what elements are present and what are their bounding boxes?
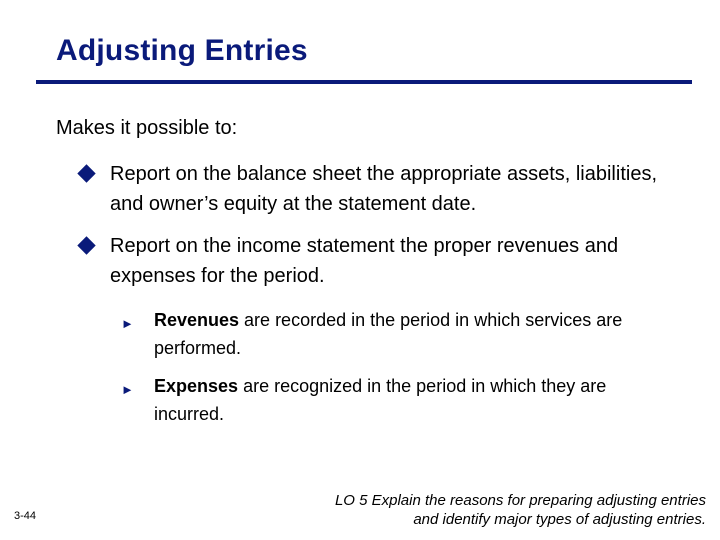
sub-bullet-text (154, 306, 681, 362)
sub-bullet-rest: are recognized in the period in which they are incurred. (154, 376, 607, 424)
bullet-income-statement (80, 231, 690, 291)
sub-bullet-expenses (121, 372, 681, 428)
lo-note-line: and identify major types of adjusting entries. (413, 511, 706, 528)
bullet-balance-sheet (80, 159, 690, 219)
sub-bullet-term: Revenues (154, 310, 240, 330)
sub-bullet-rest: are recorded in the period in which services are performed. (154, 310, 623, 358)
sub-bullet-text (154, 372, 681, 428)
triangle-right-icon: ► (121, 382, 134, 397)
sub-bullet-term: Expenses (154, 376, 239, 396)
triangle-right-icon: ► (121, 316, 134, 331)
title-divider (36, 80, 692, 84)
lo-note-line: LO 5 Explain the reasons for preparing adjusting entries (334, 492, 706, 509)
diamond-icon (77, 236, 95, 254)
intro-text: Makes it possible to: (56, 117, 238, 139)
bullet-text: Report on the balance sheet the appropriate assets, liabilities, and owner’s equity at the statement date. (110, 163, 658, 215)
bullet-text: Report on the income statement the proper revenues and expenses for the period. (110, 235, 619, 287)
page-number: 3-44 (14, 510, 37, 522)
sub-bullet-revenues (121, 306, 681, 362)
slide-title: Adjusting Entries (56, 34, 308, 67)
diamond-icon (77, 164, 95, 182)
learning-objective-note (246, 491, 706, 529)
